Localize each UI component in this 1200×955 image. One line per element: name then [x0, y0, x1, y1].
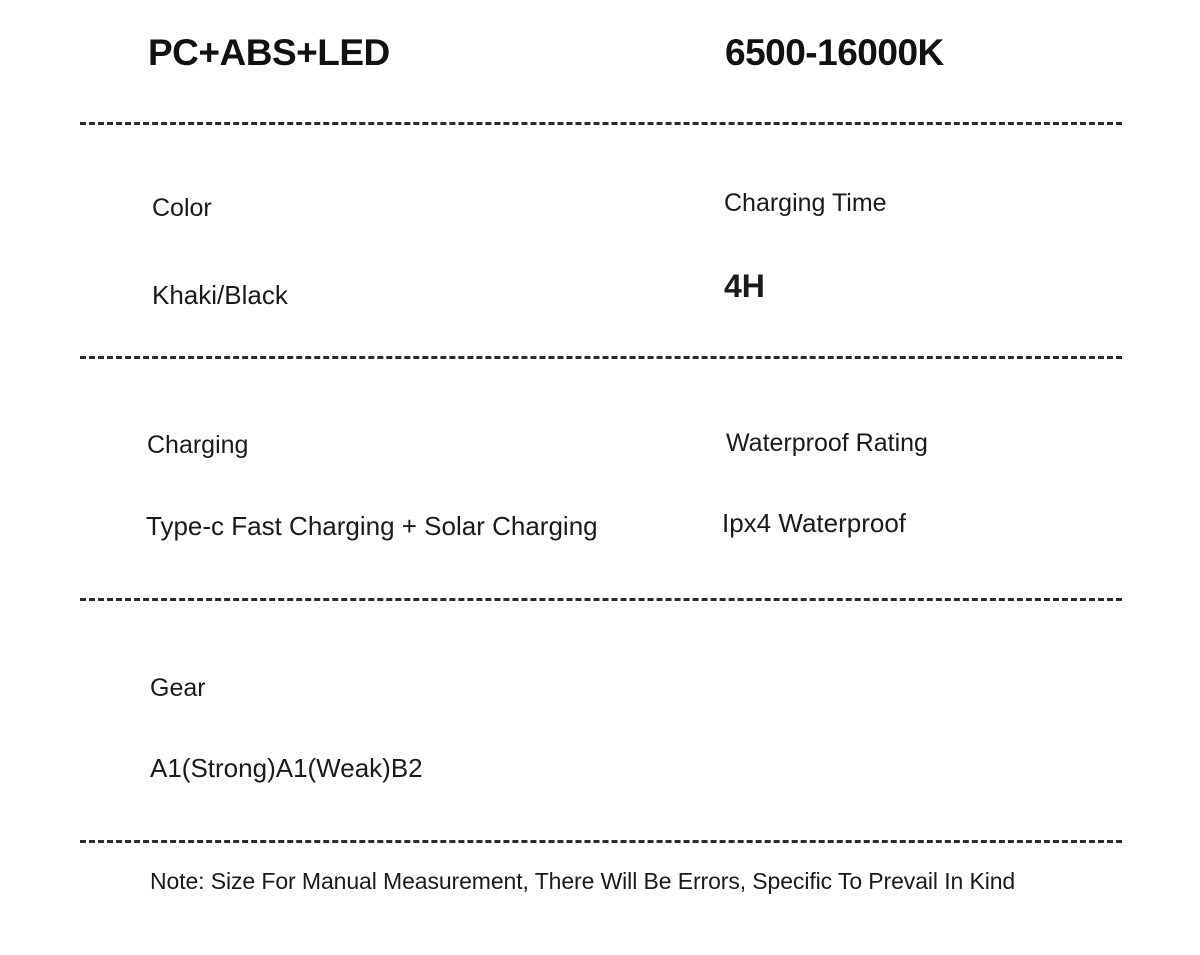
spec-label-waterproof-rating: Waterproof Rating	[726, 429, 928, 457]
spec-value-color: Khaki/Black	[152, 280, 288, 310]
spec-label-charging-time: Charging Time	[724, 189, 887, 217]
spec-label-gear: Gear	[150, 674, 206, 702]
spec-value-gear: A1(Strong)A1(Weak)B2	[150, 753, 423, 783]
spec-header-row	[0, 32, 1200, 94]
divider-1	[80, 122, 1122, 125]
divider-4	[80, 840, 1122, 843]
spec-label-charging: Charging	[147, 431, 249, 459]
spec-label-color: Color	[152, 194, 212, 222]
spec-value-charging: Type-c Fast Charging + Solar Charging	[146, 511, 598, 541]
spec-value-charging-time: 4H	[724, 268, 765, 304]
color-temperature-heading: 6500-16000K	[725, 32, 944, 73]
divider-3	[80, 598, 1122, 601]
spec-value-waterproof-rating: Ipx4 Waterproof	[722, 508, 907, 538]
material-heading: PC+ABS+LED	[148, 32, 390, 73]
measurement-note: Note: Size For Manual Measurement, There Will Be Errors, Specific To Prevail In Kind	[150, 868, 1016, 894]
divider-2	[80, 356, 1122, 359]
